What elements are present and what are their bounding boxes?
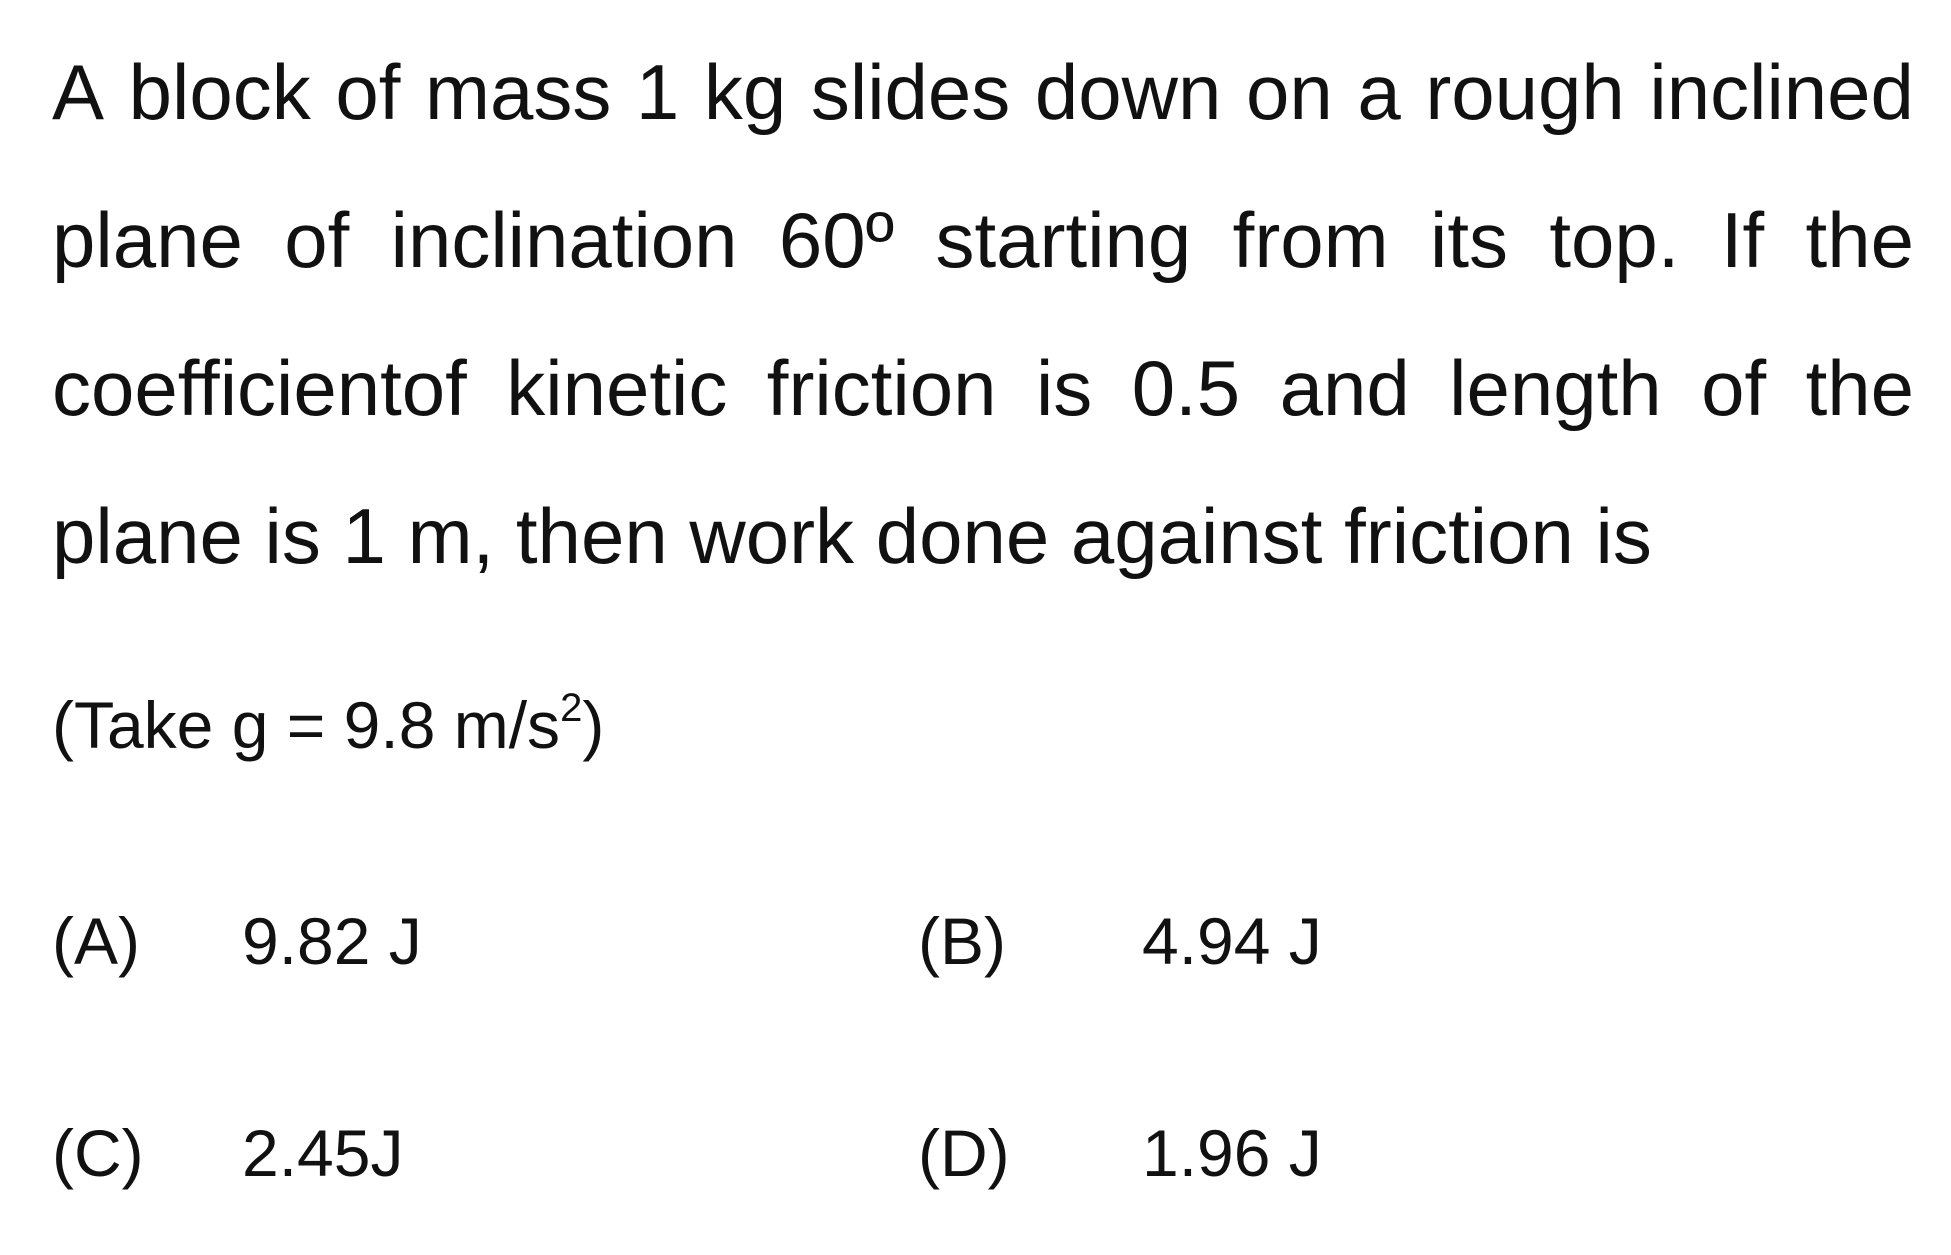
option-letter: (D) — [918, 1116, 1010, 1190]
word: 60º — [778, 196, 895, 284]
option-value: 2.45J — [242, 1116, 404, 1190]
question-line-3 — [52, 314, 1914, 462]
word: is — [1035, 344, 1093, 432]
word: 0.5 — [1131, 344, 1241, 432]
option-letter: (A) — [52, 904, 140, 978]
option-value: 4.94 J — [1142, 904, 1322, 978]
word: inclination — [390, 196, 738, 284]
word: plane — [52, 196, 243, 284]
option-value: 1.96 J — [1142, 1116, 1322, 1190]
word: kg — [703, 48, 787, 136]
word: on — [1245, 48, 1333, 136]
word: down — [1034, 48, 1222, 136]
given-exponent: 2 — [560, 686, 583, 730]
question-line-1 — [52, 18, 1914, 166]
line-text: plane is 1 m, then work done against friction is — [52, 492, 1652, 580]
question-line-2 — [52, 166, 1914, 314]
given-value — [52, 680, 604, 770]
given-prefix: (Take g = 9.8 m/s — [52, 688, 561, 762]
word: block — [128, 48, 311, 136]
word: and — [1279, 344, 1410, 432]
word: slides — [810, 48, 1011, 136]
word: friction — [766, 344, 997, 432]
word: starting — [935, 196, 1192, 284]
question-text — [52, 18, 1914, 610]
option-letter: (B) — [918, 904, 1006, 978]
word: 1 — [635, 48, 680, 136]
word: mass — [424, 48, 612, 136]
word: If — [1720, 196, 1765, 284]
word: kinetic — [506, 344, 728, 432]
word: its — [1430, 196, 1509, 284]
word: top. — [1549, 196, 1680, 284]
word: length — [1449, 344, 1662, 432]
word: inclined — [1649, 48, 1914, 136]
word: a — [1357, 48, 1401, 136]
word: coefficientof — [52, 344, 467, 432]
option-letter: (C) — [52, 1116, 144, 1190]
word: the — [1805, 344, 1914, 432]
word: of — [335, 48, 401, 136]
word: the — [1805, 196, 1914, 284]
word: A — [52, 48, 105, 136]
question-line-4 — [52, 462, 1914, 610]
word: rough — [1425, 48, 1625, 136]
given-suffix: ) — [582, 688, 605, 762]
word: of — [284, 196, 350, 284]
word: from — [1232, 196, 1389, 284]
option-value: 9.82 J — [242, 904, 422, 978]
word: of — [1701, 344, 1767, 432]
